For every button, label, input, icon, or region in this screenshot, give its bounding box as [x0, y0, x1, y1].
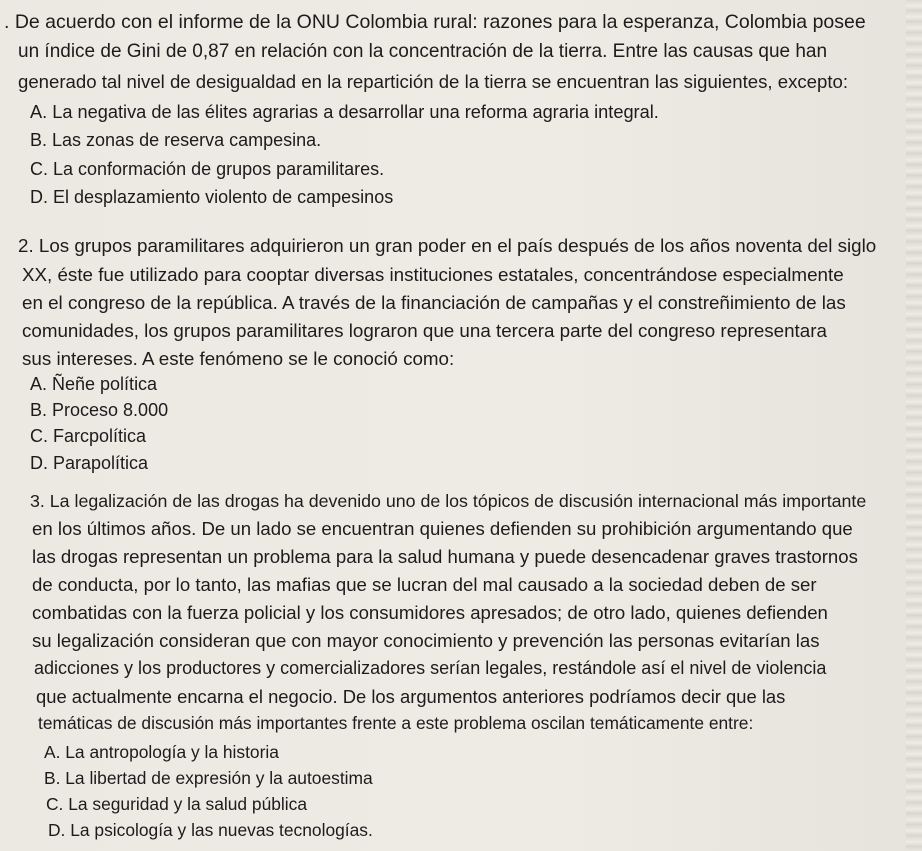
question-1-text-line: un índice de Gini de 0,87 en relación con la concentración de la tierra. Entre las causas que han: [18, 41, 828, 62]
question-2-option-a: A. Ñeñe política: [30, 374, 158, 394]
question-2-text-line: XX, éste fue utilizado para cooptar diversas instituciones estatales, concentrándose especialmente: [22, 264, 844, 285]
question-3-option-c: C. La seguridad y la salud pública: [46, 794, 308, 814]
question-1-option-b: B. Las zonas de reserva campesina.: [30, 130, 322, 150]
question-3-text-line: de conducta, por lo tanto, las mafias que se lucran del mal causado a la sociedad deben de ser: [32, 574, 817, 595]
question-2-text-line: comunidades, los grupos paramilitares lograron que una tercera parte del congreso representara: [22, 320, 827, 341]
question-3-text-line: adicciones y los productores y comercializadores serían legales, restándole así el nivel de violencia: [34, 658, 827, 678]
question-3-text-line: 3. La legalización de las drogas ha devenido uno de los tópicos de discusión internacional más importante: [30, 491, 867, 511]
page-edge: [906, 0, 922, 851]
question-2-text-line: sus intereses. A este fenómeno se le conoció como:: [22, 348, 455, 369]
question-1-text-line: . De acuerdo con el informe de la ONU Colombia rural: razones para la esperanza, Colombia posee: [4, 11, 866, 33]
question-1-option-d: D. El desplazamiento violento de campesinos: [30, 187, 394, 207]
question-3-text-line: su legalización consideran que con mayor conocimiento y prevención las personas evitarían las: [32, 630, 820, 651]
question-1-text-line: generado tal nivel de desigualdad en la repartición de la tierra se encuentran las siguientes, excepto:: [18, 71, 849, 92]
question-3-option-d: D. La psicología y las nuevas tecnologías.: [48, 820, 373, 840]
question-3-option-a: A. La antropología y la historia: [44, 742, 279, 762]
question-3-text-line: que actualmente encarna el negocio. De los argumentos anteriores podríamos decir que las: [36, 686, 786, 707]
question-2-option-b: B. Proceso 8.000: [30, 400, 169, 420]
question-3-option-b: B. La libertad de expresión y la autoestima: [44, 768, 373, 788]
question-3-text-line: las drogas representan un problema para la salud humana y puede desencadenar graves trastornos: [32, 546, 858, 567]
question-3-text-line: combatidas con la fuerza policial y los consumidores apresados; de otro lado, quienes defienden: [32, 602, 828, 623]
question-2-text-line: 2. Los grupos paramilitares adquirieron un gran poder en el país después de los años noventa del siglo: [18, 235, 877, 256]
question-2-option-c: C. Farcpolítica: [30, 426, 147, 446]
question-2-option-d: D. Parapolítica: [30, 453, 149, 473]
question-1-option-a: A. La negativa de las élites agrarias a desarrollar una reforma agraria integral.: [30, 102, 659, 122]
question-2-text-line: en el congreso de la república. A través de la financiación de campañas y el constreñimiento de las: [22, 292, 846, 313]
question-1-option-c: C. La conformación de grupos paramilitares.: [30, 159, 385, 179]
question-3-text-line: temáticas de discusión más importantes frente a este problema oscilan temáticamente entre:: [38, 713, 754, 733]
question-3-text-line: en los últimos años. De un lado se encuentran quienes defienden su prohibición argumentando que: [32, 518, 853, 539]
